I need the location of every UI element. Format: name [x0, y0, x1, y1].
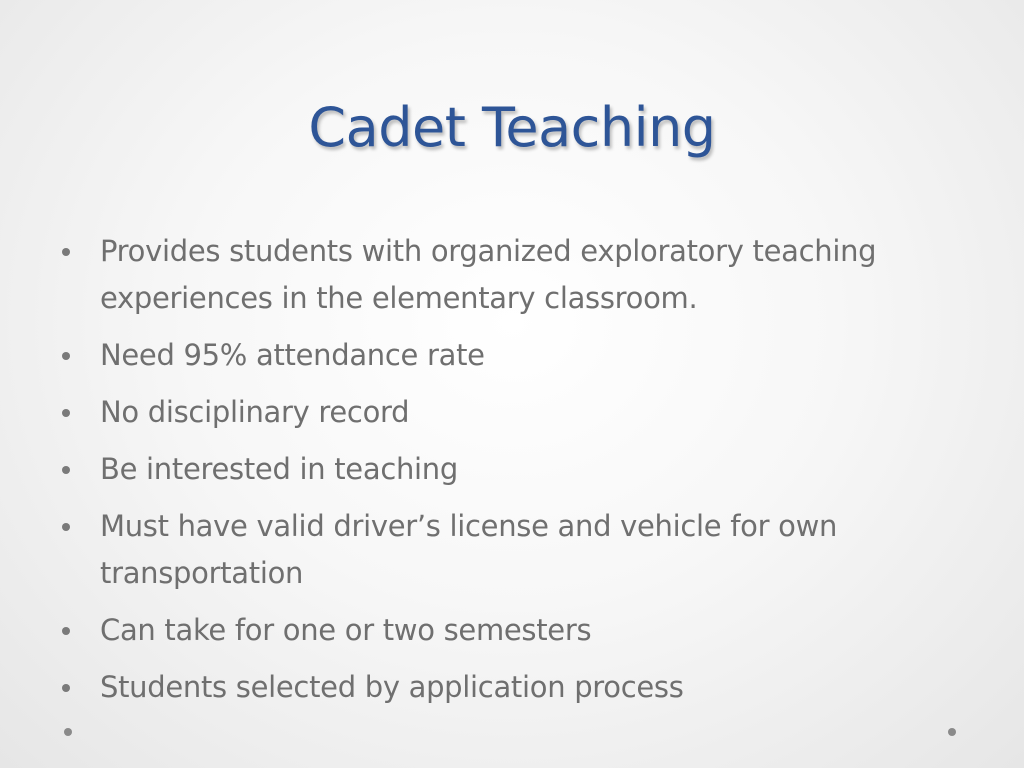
bullet-text: No disciplinary record: [100, 395, 410, 429]
bullet-dot-icon: [62, 409, 70, 417]
slide-title: Cadet Teaching: [308, 96, 716, 159]
corner-dot-icon: [948, 728, 956, 736]
bullet-item: [60, 503, 990, 597]
bullet-dot-icon: [62, 352, 70, 360]
corner-dot-icon: [64, 728, 72, 736]
bullet-dot-icon: [62, 627, 70, 635]
bullet-dot-icon: [62, 684, 70, 692]
bullet-dot-icon: [62, 523, 70, 531]
bullet-item: [60, 607, 990, 654]
bullet-item: [60, 446, 990, 493]
bullet-text: Provides students with organized exploratory teaching experiences in the elementary classroom.: [100, 234, 877, 315]
bullet-dot-icon: [62, 466, 70, 474]
bullet-item: [60, 389, 990, 436]
bullet-text: Need 95% attendance rate: [100, 338, 485, 372]
bullet-text: Students selected by application process: [100, 670, 684, 704]
bullet-item: [60, 228, 990, 322]
bullet-text: Must have valid driver’s license and vehicle for own transportation: [100, 509, 838, 590]
bullet-item: [60, 664, 990, 711]
bullet-list: [60, 228, 990, 721]
bullet-text: Can take for one or two semesters: [100, 613, 592, 647]
bullet-dot-icon: [62, 248, 70, 256]
bullet-item: [60, 332, 990, 379]
bullet-text: Be interested in teaching: [100, 452, 458, 486]
